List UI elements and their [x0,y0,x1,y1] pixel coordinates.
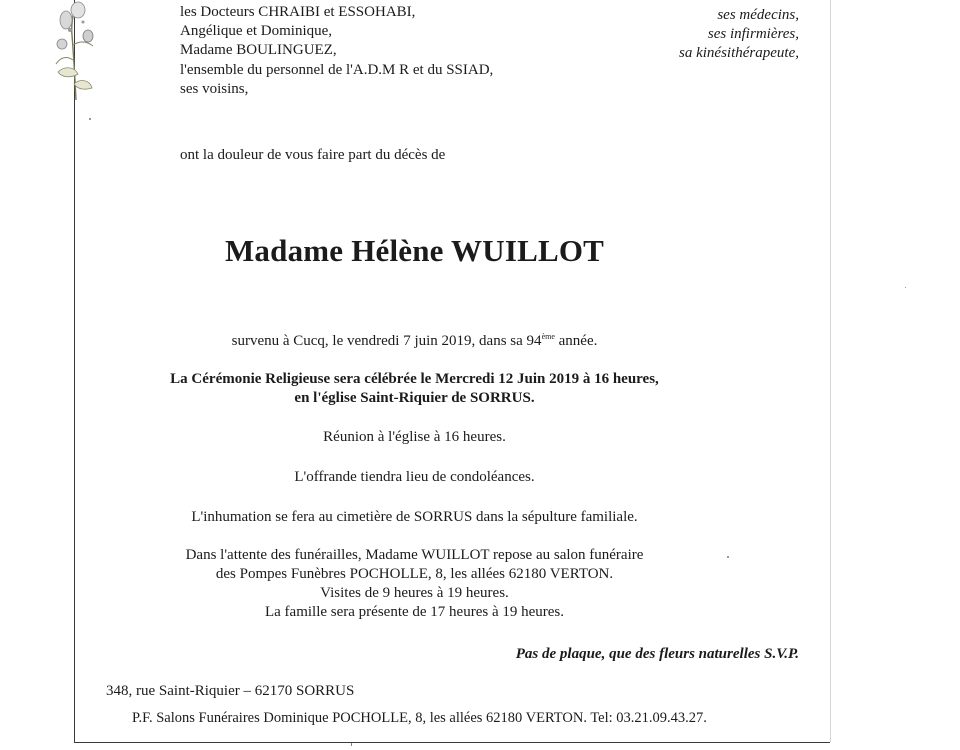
flower-ornament-icon [48,0,108,100]
signatory-role: sa kinésithérapeute, [679,45,799,61]
signatory-line: ses voisins, [180,81,249,97]
ordinal-superscript: ème [541,332,555,341]
funeral-home-line: Visites de 9 heures à 19 heures. [320,585,509,601]
funeral-home-line: des Pompes Funèbres POCHOLLE, 8, les allées 62180 VERTON. [215,566,614,582]
signatory-line: Madame BOULINGUEZ, [180,42,337,58]
announcement-intro: ont la douleur de vous faire part du décès de [180,147,446,163]
funeral-home-line: La famille sera présente de 17 heures à 19 heures. [264,604,565,620]
flowers-note: Pas de plaque, que des fleurs naturelles S.V.P. [515,646,799,662]
death-details [74,333,755,349]
bottom-border-line [74,742,830,743]
signatory-role: ses médecins, [717,7,799,23]
scan-speck [905,287,906,288]
family-address: 348, rue Saint-Riquier – 62170 SORRUS [106,683,355,699]
scan-speck [89,118,91,120]
signatory-line: les Docteurs CHRAIBI et ESSOHABI, [180,4,416,20]
funeral-services-footer: P.F. Salons Funéraires Dominique POCHOLLE, 8, les allées 62180 VERTON. Tel: 03.21.09.43.27. [132,710,707,726]
death-details-text: survenu à Cucq, le vendredi 7 juin 2019, dans sa 94 [231,333,542,349]
left-border-line [74,0,75,742]
ceremony-line: La Cérémonie Religieuse sera célébrée le Mercredi 12 Juin 2019 à 16 heures, [170,371,659,387]
ceremony-line: en l'église Saint-Riquier de SORRUS. [294,390,535,406]
signatory-line: Angélique et Dominique, [180,23,333,39]
funeral-home-line: Dans l'attente des funérailles, Madame WUILLOT repose au salon funéraire [185,547,644,563]
scan-speck [351,743,352,746]
burial-info: L'inhumation se fera au cimetière de SORRUS dans la sépulture familiale. [191,509,638,525]
death-details-suffix: année. [554,333,598,349]
signatory-role: ses infirmières, [707,26,799,42]
right-border-line [830,0,831,742]
meeting-info: Réunion à l'église à 16 heures. [323,429,506,445]
deceased-name: Madame Hélène WUILLOT [224,233,605,268]
signatory-line: l'ensemble du personnel de l'A.D.M R et du SSIAD, [180,62,494,78]
offering-info: L'offrande tiendra lieu de condoléances. [294,469,535,485]
scan-speck [727,556,729,558]
